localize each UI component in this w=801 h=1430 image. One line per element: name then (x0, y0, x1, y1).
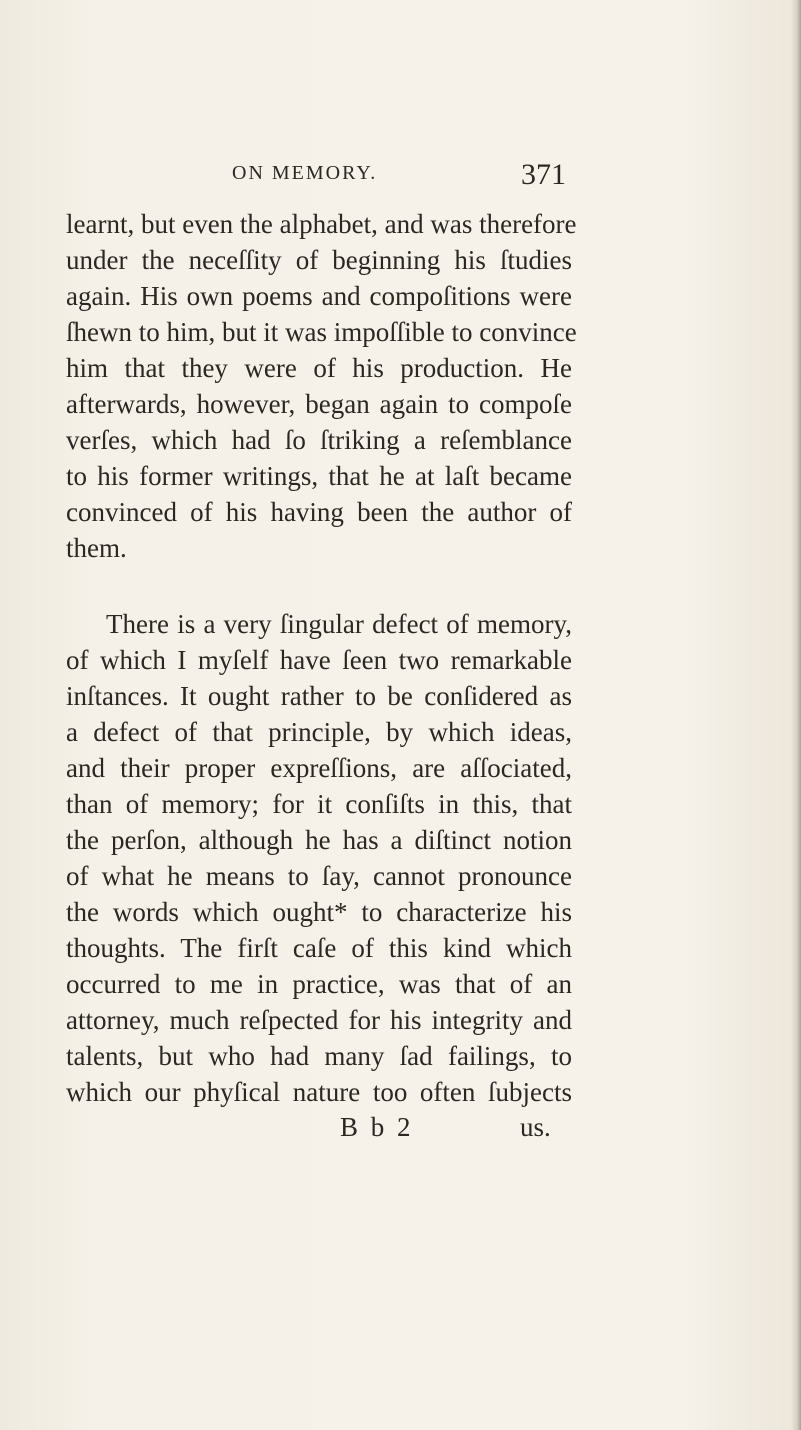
signature-mark: B b 2 (340, 1112, 414, 1142)
text-line: thoughts. The firſt caſe of this kind which (66, 933, 572, 963)
text-line: under the neceſſity of beginning his ſtudies (66, 245, 572, 275)
text-line: ſhewn to him, but it was impoſſible to convince (66, 317, 577, 347)
text-line: the words which ought* to characterize his (66, 897, 572, 927)
catchword: us. (520, 1112, 551, 1142)
text-line: There is a very ſingular defect of memory, (106, 609, 572, 639)
text-line: convinced of his having been the author of (66, 497, 572, 527)
text-line: to his former writings, that he at laſt became (66, 461, 572, 491)
text-line: than of memory; for it conſiſts in this, that (66, 789, 572, 819)
page-number: 371 (521, 158, 566, 191)
text-line: them. (66, 533, 127, 563)
text-line: a defect of that principle, by which ideas, (66, 717, 572, 747)
text-line: talents, but who had many ſad failings, to (66, 1041, 572, 1071)
running-head (0, 160, 801, 200)
text-line: which our phyſical nature too often ſubjects (66, 1077, 572, 1107)
text-line: him that they were of his production. He (66, 353, 572, 383)
running-title: ON MEMORY. (232, 162, 378, 184)
text-line: afterwards, however, began again to compoſe (66, 389, 572, 419)
text-line: and their proper expreſſions, are aſſociated, (66, 753, 572, 783)
text-line: learnt, but even the alphabet, and was therefore (66, 209, 577, 239)
text-line: inſtances. It ought rather to be conſidered as (66, 681, 572, 711)
text-line: the perſon, although he has a diſtinct notion (66, 825, 572, 855)
page-edge-shadow (791, 0, 801, 1430)
text-line: attorney, much reſpected for his integrity and (66, 1005, 572, 1035)
text-line: occurred to me in practice, was that of an (66, 969, 572, 999)
text-line: of which I myſelf have ſeen two remarkable (66, 645, 572, 675)
text-line: verſes, which had ſo ſtriking a reſemblance (66, 425, 572, 455)
text-line: again. His own poems and compoſitions were (66, 281, 572, 311)
text-line: of what he means to ſay, cannot pronounce (66, 861, 572, 891)
